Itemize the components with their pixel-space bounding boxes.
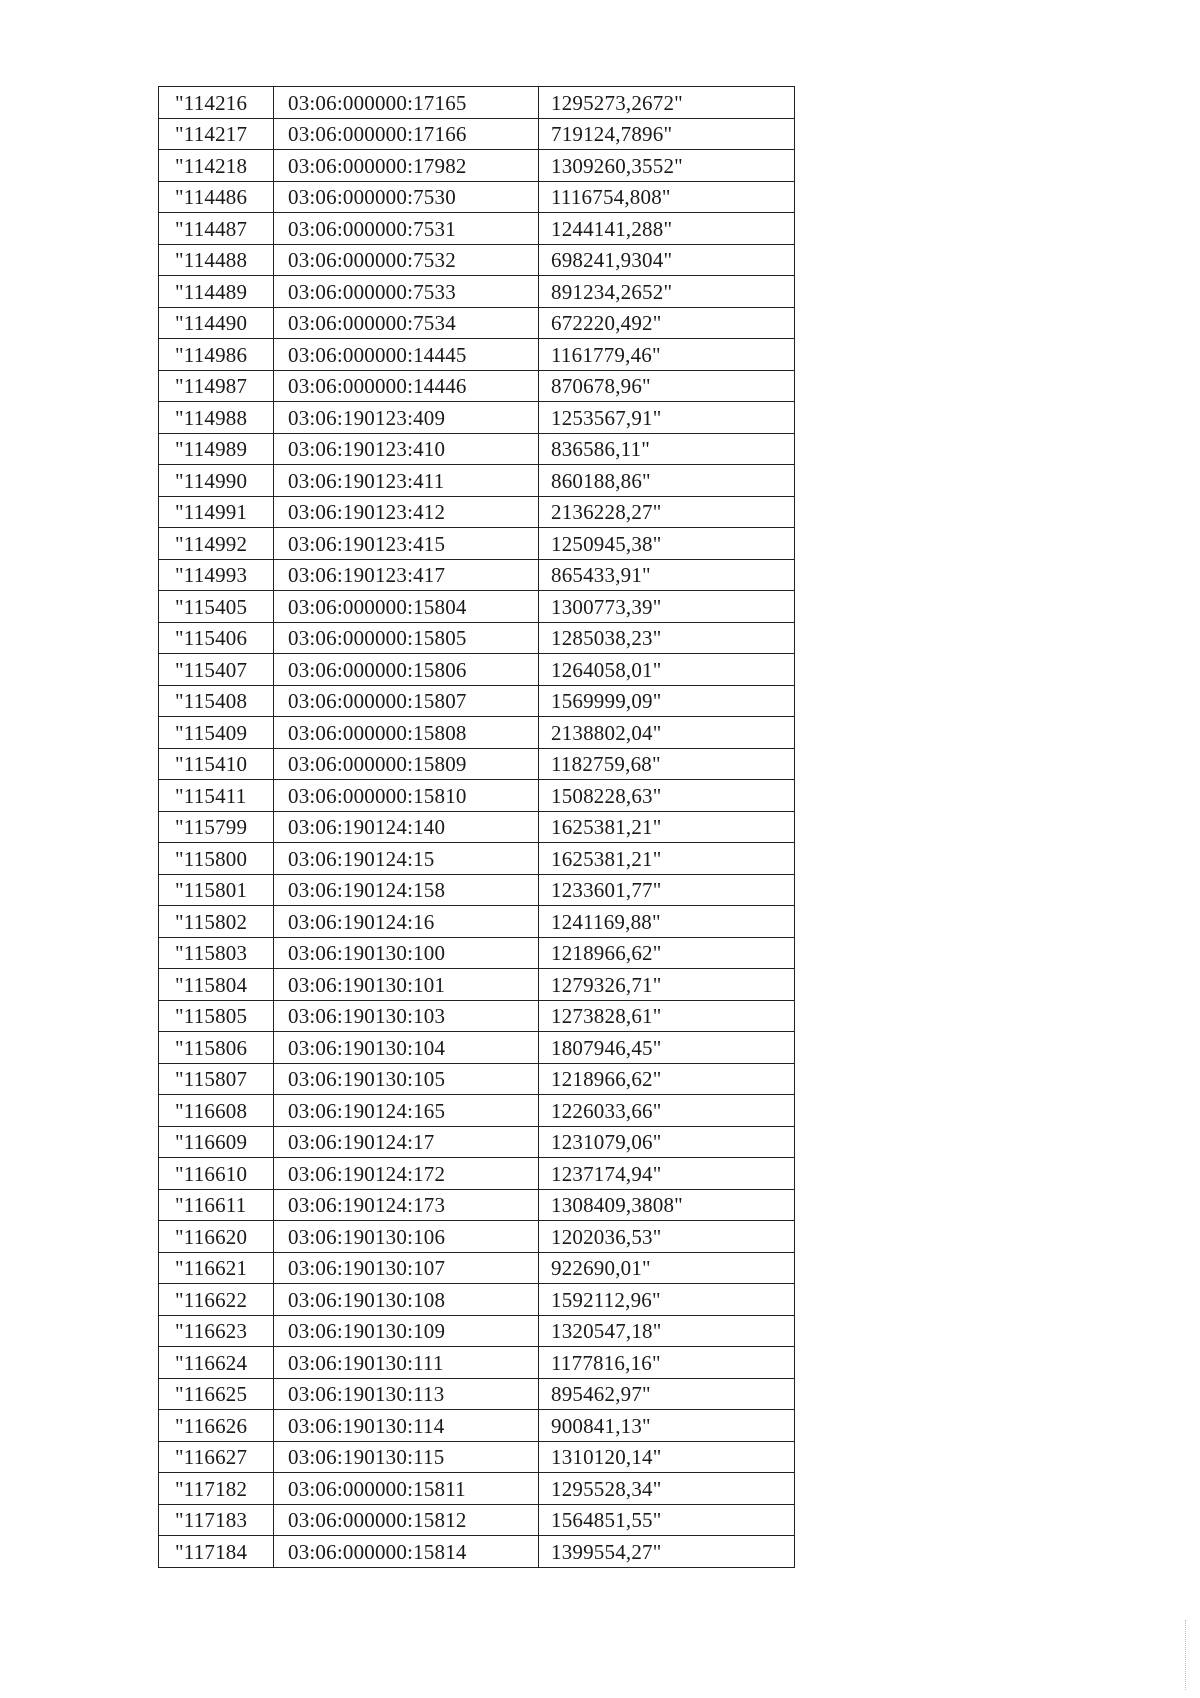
row-id-cell: "114216 [159,87,274,119]
cadastral-value-cell: 1264058,01" [539,654,795,686]
table-row [159,874,795,906]
cadastral-value-cell: 1244141,288" [539,213,795,245]
cadastral-value-cell: 1295528,34" [539,1473,795,1505]
row-id-cell: "115804 [159,969,274,1001]
cadastral-value-cell: 1226033,66" [539,1095,795,1127]
cadastral-value-cell: 1308409,3808" [539,1189,795,1221]
table-row [159,1315,795,1347]
scan-edge-mark [1183,1620,1186,1690]
cadastral-number-cell: 03:06:000000:15809 [274,748,539,780]
table-row [159,717,795,749]
row-id-cell: "114486 [159,181,274,213]
cadastral-number-cell: 03:06:190124:158 [274,874,539,906]
cadastral-number-cell: 03:06:000000:7532 [274,244,539,276]
row-id-cell: "117182 [159,1473,274,1505]
table-row [159,622,795,654]
cadastral-value-cell: 672220,492" [539,307,795,339]
table-row [159,87,795,119]
cadastral-value-cell: 2138802,04" [539,717,795,749]
row-id-cell: "115405 [159,591,274,623]
table-row [159,1536,795,1568]
row-id-cell: "116624 [159,1347,274,1379]
row-id-cell: "116620 [159,1221,274,1253]
table-row [159,780,795,812]
row-id-cell: "115800 [159,843,274,875]
cadastral-number-cell: 03:06:190130:101 [274,969,539,1001]
table-row [159,591,795,623]
cadastral-number-cell: 03:06:190124:17 [274,1126,539,1158]
cadastral-number-cell: 03:06:000000:14446 [274,370,539,402]
row-id-cell: "114989 [159,433,274,465]
cadastral-value-cell: 1320547,18" [539,1315,795,1347]
cadastral-value-cell: 1592112,96" [539,1284,795,1316]
row-id-cell: "117184 [159,1536,274,1568]
cadastral-number-cell: 03:06:000000:15810 [274,780,539,812]
row-id-cell: "117183 [159,1504,274,1536]
table-row [159,1378,795,1410]
row-id-cell: "116627 [159,1441,274,1473]
row-id-cell: "116626 [159,1410,274,1442]
cadastral-value-cell: 836586,11" [539,433,795,465]
row-id-cell: "114992 [159,528,274,560]
table-row [159,843,795,875]
cadastral-value-cell: 1295273,2672" [539,87,795,119]
table-row [159,307,795,339]
cadastral-value-cell: 1177816,16" [539,1347,795,1379]
cadastral-number-cell: 03:06:190130:107 [274,1252,539,1284]
cadastral-number-cell: 03:06:000000:15814 [274,1536,539,1568]
cadastral-number-cell: 03:06:190130:105 [274,1063,539,1095]
table-row [159,969,795,1001]
cadastral-value-cell: 1625381,21" [539,843,795,875]
cadastral-value-cell: 1300773,39" [539,591,795,623]
cadastral-number-cell: 03:06:190124:165 [274,1095,539,1127]
row-id-cell: "115805 [159,1000,274,1032]
table-row [159,1347,795,1379]
cadastral-value-cell: 1569999,09" [539,685,795,717]
cadastral-value-cell: 1279326,71" [539,969,795,1001]
table-row [159,150,795,182]
cadastral-number-cell: 03:06:190130:108 [274,1284,539,1316]
row-id-cell: "116608 [159,1095,274,1127]
cadastral-number-cell: 03:06:190123:412 [274,496,539,528]
cadastral-value-cell: 900841,13" [539,1410,795,1442]
table-row [159,685,795,717]
table-row [159,496,795,528]
cadastral-number-cell: 03:06:190123:409 [274,402,539,434]
cadastral-number-cell: 03:06:000000:14445 [274,339,539,371]
table-row [159,1126,795,1158]
table-row [159,181,795,213]
cadastral-number-cell: 03:06:000000:15805 [274,622,539,654]
table-row [159,1284,795,1316]
row-id-cell: "114993 [159,559,274,591]
cadastral-number-cell: 03:06:190124:172 [274,1158,539,1190]
cadastral-value-cell: 891234,2652" [539,276,795,308]
cadastral-number-cell: 03:06:190130:114 [274,1410,539,1442]
row-id-cell: "115411 [159,780,274,812]
cadastral-value-cell: 1231079,06" [539,1126,795,1158]
cadastral-value-cell: 922690,01" [539,1252,795,1284]
row-id-cell: "114488 [159,244,274,276]
table-row [159,937,795,969]
cadastral-value-cell: 870678,96" [539,370,795,402]
row-id-cell: "114986 [159,339,274,371]
row-id-cell: "114987 [159,370,274,402]
table-row [159,1252,795,1284]
cadastral-number-cell: 03:06:000000:15807 [274,685,539,717]
cadastral-value-cell: 1285038,23" [539,622,795,654]
cadastral-number-cell: 03:06:190130:111 [274,1347,539,1379]
cadastral-value-cell: 1237174,94" [539,1158,795,1190]
cadastral-value-cell: 1233601,77" [539,874,795,906]
row-id-cell: "116611 [159,1189,274,1221]
cadastral-number-cell: 03:06:190130:103 [274,1000,539,1032]
cadastral-value-table [158,86,795,1568]
cadastral-value-cell: 1202036,53" [539,1221,795,1253]
cadastral-number-cell: 03:06:000000:15804 [274,591,539,623]
row-id-cell: "116621 [159,1252,274,1284]
cadastral-number-cell: 03:06:000000:15811 [274,1473,539,1505]
cadastral-number-cell: 03:06:190123:411 [274,465,539,497]
table-row [159,654,795,686]
cadastral-number-cell: 03:06:000000:7533 [274,276,539,308]
cadastral-number-cell: 03:06:000000:15812 [274,1504,539,1536]
row-id-cell: "115408 [159,685,274,717]
row-id-cell: "115406 [159,622,274,654]
table-body [159,87,795,1568]
cadastral-number-cell: 03:06:190123:410 [274,433,539,465]
row-id-cell: "115409 [159,717,274,749]
cadastral-value-cell: 1273828,61" [539,1000,795,1032]
cadastral-number-cell: 03:06:000000:17166 [274,118,539,150]
table-row [159,811,795,843]
cadastral-value-cell: 1241169,88" [539,906,795,938]
cadastral-value-cell: 1807946,45" [539,1032,795,1064]
table-row [159,465,795,497]
cadastral-number-cell: 03:06:190124:15 [274,843,539,875]
row-id-cell: "115802 [159,906,274,938]
cadastral-number-cell: 03:06:190130:113 [274,1378,539,1410]
row-id-cell: "114489 [159,276,274,308]
cadastral-number-cell: 03:06:000000:17165 [274,87,539,119]
table-row [159,402,795,434]
table-row [159,370,795,402]
table-row [159,339,795,371]
cadastral-number-cell: 03:06:000000:7530 [274,181,539,213]
row-id-cell: "115806 [159,1032,274,1064]
cadastral-value-cell: 1625381,21" [539,811,795,843]
row-id-cell: "114217 [159,118,274,150]
row-id-cell: "116609 [159,1126,274,1158]
cadastral-number-cell: 03:06:190130:115 [274,1441,539,1473]
row-id-cell: "115803 [159,937,274,969]
cadastral-value-cell: 1253567,91" [539,402,795,434]
table-row [159,118,795,150]
cadastral-value-cell: 1161779,46" [539,339,795,371]
cadastral-number-cell: 03:06:190123:415 [274,528,539,560]
cadastral-value-cell: 1508228,63" [539,780,795,812]
table-row [159,276,795,308]
cadastral-value-cell: 1310120,14" [539,1441,795,1473]
row-id-cell: "114490 [159,307,274,339]
cadastral-number-cell: 03:06:000000:17982 [274,150,539,182]
row-id-cell: "116625 [159,1378,274,1410]
cadastral-number-cell: 03:06:190130:109 [274,1315,539,1347]
cadastral-value-cell: 1218966,62" [539,937,795,969]
cadastral-value-cell: 895462,97" [539,1378,795,1410]
cadastral-value-cell: 860188,86" [539,465,795,497]
table-row [159,1473,795,1505]
table-row [159,748,795,780]
cadastral-value-cell: 1399554,27" [539,1536,795,1568]
table-row [159,1063,795,1095]
cadastral-value-cell: 2136228,27" [539,496,795,528]
cadastral-value-cell: 1218966,62" [539,1063,795,1095]
row-id-cell: "114990 [159,465,274,497]
cadastral-number-cell: 03:06:190123:417 [274,559,539,591]
table-row [159,1158,795,1190]
table-row [159,559,795,591]
table-row [159,528,795,560]
cadastral-value-cell: 719124,7896" [539,118,795,150]
cadastral-value-cell: 1250945,38" [539,528,795,560]
table-row [159,1095,795,1127]
cadastral-value-cell: 1309260,3552" [539,150,795,182]
row-id-cell: "114988 [159,402,274,434]
table-row [159,213,795,245]
row-id-cell: "116623 [159,1315,274,1347]
row-id-cell: "115807 [159,1063,274,1095]
cadastral-value-cell: 1564851,55" [539,1504,795,1536]
cadastral-value-cell: 698241,9304" [539,244,795,276]
table-row [159,906,795,938]
row-id-cell: "115799 [159,811,274,843]
cadastral-value-cell: 865433,91" [539,559,795,591]
cadastral-number-cell: 03:06:190124:173 [274,1189,539,1221]
cadastral-number-cell: 03:06:000000:7534 [274,307,539,339]
cadastral-number-cell: 03:06:000000:15806 [274,654,539,686]
table-row [159,1032,795,1064]
table-row [159,244,795,276]
cadastral-number-cell: 03:06:190130:104 [274,1032,539,1064]
row-id-cell: "115407 [159,654,274,686]
row-id-cell: "116622 [159,1284,274,1316]
row-id-cell: "114991 [159,496,274,528]
cadastral-number-cell: 03:06:190124:16 [274,906,539,938]
cadastral-number-cell: 03:06:000000:15808 [274,717,539,749]
table-row [159,1410,795,1442]
table-row [159,1189,795,1221]
row-id-cell: "114487 [159,213,274,245]
cadastral-value-cell: 1182759,68" [539,748,795,780]
table-row [159,1504,795,1536]
cadastral-value-cell: 1116754,808" [539,181,795,213]
table-row [159,433,795,465]
row-id-cell: "114218 [159,150,274,182]
table-row [159,1000,795,1032]
row-id-cell: "115801 [159,874,274,906]
cadastral-number-cell: 03:06:190130:106 [274,1221,539,1253]
row-id-cell: "116610 [159,1158,274,1190]
table-row [159,1221,795,1253]
row-id-cell: "115410 [159,748,274,780]
table-row [159,1441,795,1473]
cadastral-number-cell: 03:06:190124:140 [274,811,539,843]
cadastral-number-cell: 03:06:000000:7531 [274,213,539,245]
cadastral-number-cell: 03:06:190130:100 [274,937,539,969]
